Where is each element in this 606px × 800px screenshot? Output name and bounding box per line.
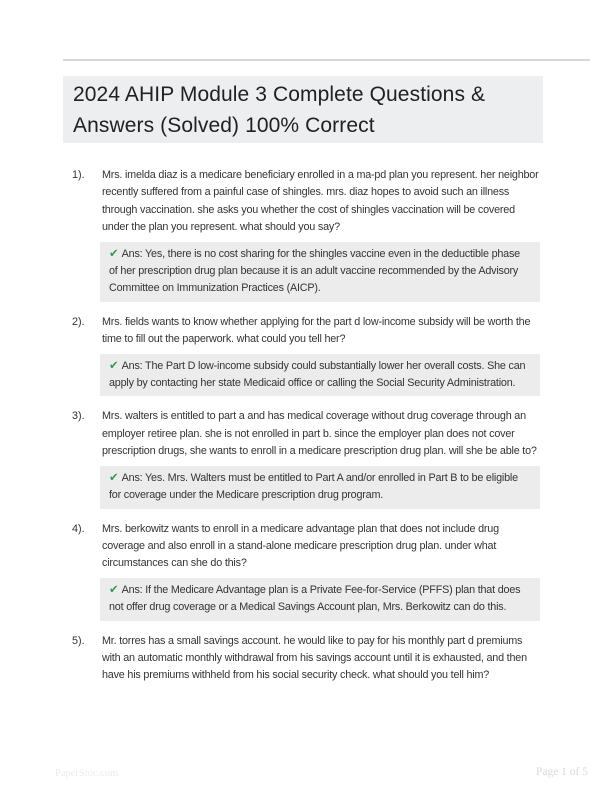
question-number: 2).: [72, 315, 85, 328]
page-edge-line: [63, 59, 590, 61]
question-row: [0, 167, 606, 237]
question-number: 5).: [72, 634, 85, 647]
check-icon: ✔: [109, 247, 119, 260]
answer-block: [100, 354, 540, 397]
qa-item: [0, 167, 606, 302]
question-number: 4).: [72, 522, 85, 535]
check-icon: ✔: [109, 471, 119, 484]
qa-list: [0, 143, 606, 685]
answer-text: Ans: The Part D low-income subsidy could substantially lower her overall costs. She can apply by contacting her state Medicaid office or calling the Social Security Administration.: [109, 359, 526, 390]
answer-text: Ans: Yes. Mrs. Walters must be entitled to Part A and/or enrolled in Part B to be eligible for coverage under the Medicare prescription drug program.: [109, 471, 518, 502]
document-title: 2024 AHIP Module 3 Complete Questions & Answers (Solved) 100% Correct: [73, 83, 486, 137]
qa-item: [0, 408, 606, 508]
question-row: [0, 633, 606, 685]
answer-text: Ans: If the Medicare Advantage plan is a Private Fee-for-Service (PFFS) plan that does not offer drug coverage or a Medical Savings Account plan, Mrs. Berkowitz can do this.: [109, 583, 521, 614]
page-number: Page 1 of 5: [535, 766, 588, 778]
question-number: 1).: [72, 169, 85, 181]
watermark-text: PaperStoc.com: [55, 768, 119, 779]
qa-item: [0, 633, 606, 685]
question-row: [0, 314, 606, 349]
answer-block: [100, 242, 540, 302]
question-text: Mrs. walters is entitled to part a and has medical coverage without drug coverage through an employer retiree plan. she is not enrolled in part b. since the employer plan does not cover prescription drugs, she wants to enroll in a medicare prescription drug plan. will she be able to?: [102, 410, 537, 458]
question-text: Mrs. fields wants to know whether applying for the part d low-income subsidy will be worth the time to fill out the paperwork. what could you tell her?: [102, 315, 531, 346]
qa-item: [0, 521, 606, 621]
question-text: Mr. torres has a small savings account. he would like to pay for his monthly part d premiums with an automatic monthly withdrawal from his savings account until it is exhausted, and then have his premiums withheld from his social security check. what should you tell him?: [102, 634, 527, 682]
check-icon: ✔: [109, 583, 119, 596]
question-row: [0, 521, 606, 573]
document-title-block: [63, 76, 543, 143]
question-row: [0, 408, 606, 460]
answer-block: [100, 578, 540, 621]
question-text: Mrs. berkowitz wants to enroll in a medicare advantage plan that does not include drug coverage and also enroll in a stand-alone medicare prescription drug plan. under what circumstances can she do this?: [102, 522, 499, 570]
qa-item: [0, 314, 606, 397]
answer-text: Ans: Yes, there is no cost sharing for the shingles vaccine even in the deductible phase of her prescription drug plan because it is an adult vaccine recommended by the Advisory Committee on Immunization Practices (AICP).: [109, 247, 520, 295]
question-text: Mrs. imelda diaz is a medicare beneficiary enrolled in a ma-pd plan you represent. her neighbor recently suffered from a painful case of shingles. mrs. diaz hopes to avoid such an illness through vaccination. she asks you whether the cost of shingles vaccination will be covered under the plan you represent. what should you say?: [102, 169, 539, 234]
question-number: 3).: [72, 410, 85, 423]
check-icon: ✔: [109, 359, 119, 372]
answer-block: [100, 466, 540, 509]
